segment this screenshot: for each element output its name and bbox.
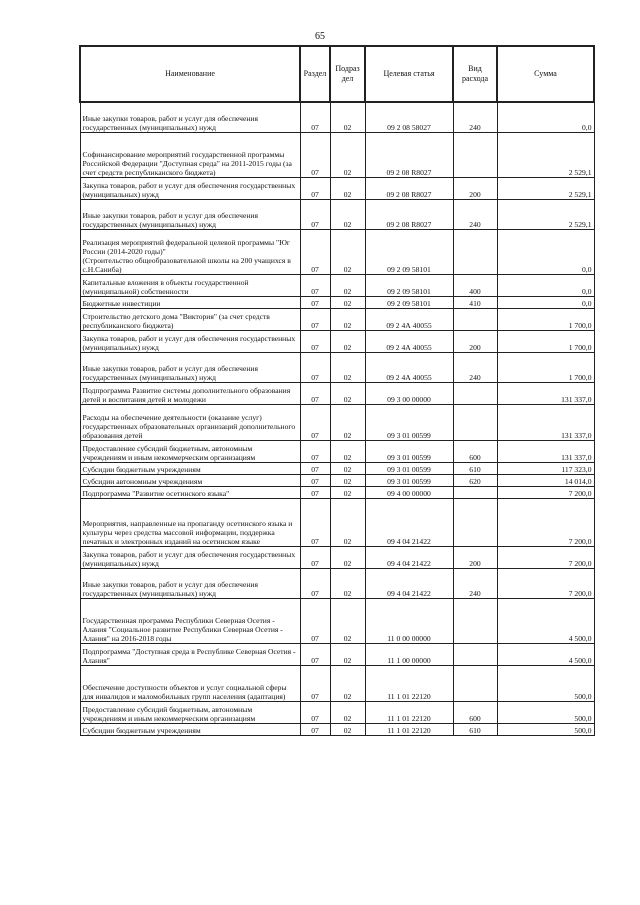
row-target-cell: 11 1 01 22120: [365, 701, 453, 723]
row-expense-type-cell: 600: [453, 701, 497, 723]
row-amount-cell: 131 337,0: [497, 382, 594, 404]
table-row: [80, 132, 594, 177]
row-expense-type-cell: [453, 132, 497, 177]
row-name-cell: Предоставление субсидий бюджетным, автономным учреждениям и иным некоммерческим организациям: [80, 440, 300, 462]
table-row: [80, 546, 594, 568]
row-subsection-cell: 02: [330, 498, 365, 546]
row-expense-type-cell: 240: [453, 102, 497, 132]
row-section-cell: 07: [300, 701, 330, 723]
row-subsection-cell: 02: [330, 308, 365, 330]
row-amount-cell: 1 700,0: [497, 330, 594, 352]
row-expense-type-cell: [453, 665, 497, 701]
row-subsection-cell: 02: [330, 440, 365, 462]
row-section-cell: 07: [300, 296, 330, 308]
row-section-cell: 07: [300, 308, 330, 330]
header-expense-type: Вид расхода: [453, 46, 497, 102]
row-amount-cell: 14 014,0: [497, 474, 594, 486]
table-row: [80, 296, 594, 308]
row-amount-cell: 131 337,0: [497, 404, 594, 440]
row-subsection-cell: 02: [330, 643, 365, 665]
row-amount-cell: 1 700,0: [497, 352, 594, 382]
row-name-cell: Обеспечение доступности объектов и услуг социальной сферы для инвалидов и маломобильных групп населения (адаптация): [80, 665, 300, 701]
row-target-cell: 09 4 00 00000: [365, 486, 453, 498]
row-section-cell: 07: [300, 462, 330, 474]
row-amount-cell: 7 200,0: [497, 486, 594, 498]
page-number: 65: [315, 31, 325, 42]
row-amount-cell: 500,0: [497, 701, 594, 723]
row-name-cell: Закупка товаров, работ и услуг для обеспечения государственных (муниципальных) нужд: [80, 177, 300, 199]
row-name-cell: Иные закупки товаров, работ и услуг для обеспечения государственных (муниципальных) нужд: [80, 102, 300, 132]
row-target-cell: 09 2 09 58101: [365, 296, 453, 308]
row-subsection-cell: 02: [330, 132, 365, 177]
row-amount-cell: 131 337,0: [497, 440, 594, 462]
row-section-cell: 07: [300, 102, 330, 132]
row-subsection-cell: 02: [330, 177, 365, 199]
row-subsection-cell: 02: [330, 352, 365, 382]
row-name-cell: Закупка товаров, работ и услуг для обеспечения государственных (муниципальных) нужд: [80, 546, 300, 568]
header-amount: Сумма: [497, 46, 594, 102]
row-name-cell: Предоставление субсидий бюджетным, автономным учреждениям и иным некоммерческим организациям: [80, 701, 300, 723]
row-section-cell: 07: [300, 498, 330, 546]
row-section-cell: 07: [300, 723, 330, 735]
row-expense-type-cell: [453, 404, 497, 440]
table-row: [80, 462, 594, 474]
row-expense-type-cell: 200: [453, 177, 497, 199]
row-subsection-cell: 02: [330, 102, 365, 132]
row-section-cell: 07: [300, 274, 330, 296]
row-subsection-cell: 02: [330, 274, 365, 296]
table-row: [80, 330, 594, 352]
row-name-cell: Капитальные вложения в объекты государственной (муниципальной) собственности: [80, 274, 300, 296]
table-row: [80, 701, 594, 723]
row-target-cell: 09 3 01 00599: [365, 474, 453, 486]
row-name-cell: Подпрограмма Развитие системы дополнительного образования детей и воспитания детей и молодежи: [80, 382, 300, 404]
row-expense-type-cell: [453, 598, 497, 643]
row-amount-cell: 7 200,0: [497, 568, 594, 598]
table-row: [80, 199, 594, 229]
row-name-cell: Государственная программа Республики Северная Осетия - Алания "Социальное развитие Республики Северная Осетия - Алания" на 2016-2018 годы: [80, 598, 300, 643]
row-name-cell: Подпрограмма "Доступная среда в Республике Северная Осетия - Алания": [80, 643, 300, 665]
row-name-cell: Расходы на обеспечение деятельности (оказание услуг) государственных образовательных организаций дополнительного образования детей: [80, 404, 300, 440]
row-expense-type-cell: 200: [453, 330, 497, 352]
row-target-cell: 09 2 08 R8027: [365, 132, 453, 177]
row-target-cell: 11 0 00 00000: [365, 598, 453, 643]
row-expense-type-cell: [453, 382, 497, 404]
row-target-cell: 09 2 08 R8027: [365, 177, 453, 199]
row-name-cell: Реализация мероприятий федеральной целевой программы "Юг России (2014-2020 годы)" (Строительство общеобразовательной школы на 200 учащихся в с.Н.Саниба): [80, 229, 300, 274]
row-subsection-cell: 02: [330, 296, 365, 308]
table-row: [80, 598, 594, 643]
row-target-cell: 09 2 09 58101: [365, 229, 453, 274]
row-target-cell: 09 2 4А 40055: [365, 308, 453, 330]
row-section-cell: 07: [300, 352, 330, 382]
row-section-cell: 07: [300, 598, 330, 643]
row-subsection-cell: 02: [330, 404, 365, 440]
row-subsection-cell: 02: [330, 665, 365, 701]
row-target-cell: 09 3 01 00599: [365, 440, 453, 462]
row-expense-type-cell: 620: [453, 474, 497, 486]
row-target-cell: 11 1 01 22120: [365, 723, 453, 735]
row-amount-cell: 500,0: [497, 665, 594, 701]
row-section-cell: 07: [300, 382, 330, 404]
row-amount-cell: 4 500,0: [497, 598, 594, 643]
row-expense-type-cell: 610: [453, 462, 497, 474]
row-subsection-cell: 02: [330, 462, 365, 474]
table-row: [80, 382, 594, 404]
row-section-cell: 07: [300, 665, 330, 701]
row-expense-type-cell: [453, 229, 497, 274]
row-section-cell: 07: [300, 486, 330, 498]
row-expense-type-cell: 240: [453, 199, 497, 229]
row-target-cell: 09 4 04 21422: [365, 498, 453, 546]
row-amount-cell: 2 529,1: [497, 177, 594, 199]
row-target-cell: 09 3 00 00000: [365, 382, 453, 404]
row-name-cell: Иные закупки товаров, работ и услуг для обеспечения государственных (муниципальных) нужд: [80, 352, 300, 382]
row-target-cell: 09 4 04 21422: [365, 546, 453, 568]
row-amount-cell: 7 200,0: [497, 546, 594, 568]
table-row: [80, 568, 594, 598]
row-subsection-cell: 02: [330, 330, 365, 352]
row-target-cell: 09 2 08 R8027: [365, 199, 453, 229]
row-amount-cell: 7 200,0: [497, 498, 594, 546]
row-subsection-cell: 02: [330, 199, 365, 229]
row-section-cell: 07: [300, 404, 330, 440]
row-subsection-cell: 02: [330, 382, 365, 404]
table-row: [80, 352, 594, 382]
header-subsection: Подраз дел: [330, 46, 365, 102]
row-name-cell: Софинансирование мероприятий государственной программы Российской Федерации "Доступная среда" на 2011-2015 годы (за счет средств республиканского бюджета): [80, 132, 300, 177]
table-row: [80, 474, 594, 486]
row-name-cell: Субсидии автономным учреждениям: [80, 474, 300, 486]
row-amount-cell: 0,0: [497, 229, 594, 274]
table-row: [80, 177, 594, 199]
row-target-cell: 09 2 08 58027: [365, 102, 453, 132]
row-section-cell: 07: [300, 199, 330, 229]
table-row: [80, 229, 594, 274]
row-section-cell: 07: [300, 229, 330, 274]
row-amount-cell: 500,0: [497, 723, 594, 735]
row-expense-type-cell: 200: [453, 546, 497, 568]
header-section: Раздел: [300, 46, 330, 102]
row-subsection-cell: 02: [330, 229, 365, 274]
row-subsection-cell: 02: [330, 701, 365, 723]
row-expense-type-cell: 610: [453, 723, 497, 735]
table-row: [80, 498, 594, 546]
row-amount-cell: 2 529,1: [497, 199, 594, 229]
table-row: [80, 404, 594, 440]
row-amount-cell: 4 500,0: [497, 643, 594, 665]
row-name-cell: Иные закупки товаров, работ и услуг для обеспечения государственных (муниципальных) нужд: [80, 568, 300, 598]
row-target-cell: 11 1 01 22120: [365, 665, 453, 701]
table-row: [80, 102, 594, 132]
table-row: [80, 274, 594, 296]
row-expense-type-cell: [453, 643, 497, 665]
row-subsection-cell: 02: [330, 486, 365, 498]
row-expense-type-cell: 600: [453, 440, 497, 462]
row-amount-cell: 2 529,1: [497, 132, 594, 177]
row-expense-type-cell: [453, 486, 497, 498]
row-target-cell: 09 3 01 00599: [365, 462, 453, 474]
row-amount-cell: 0,0: [497, 102, 594, 132]
row-section-cell: 07: [300, 546, 330, 568]
table-body: [80, 102, 594, 735]
row-amount-cell: 0,0: [497, 296, 594, 308]
row-target-cell: 09 4 04 21422: [365, 568, 453, 598]
budget-table: [79, 45, 595, 736]
row-name-cell: Субсидии бюджетным учреждениям: [80, 723, 300, 735]
header-target: Целевая статья: [365, 46, 453, 102]
row-name-cell: Иные закупки товаров, работ и услуг для обеспечения государственных (муниципальных) нужд: [80, 199, 300, 229]
row-amount-cell: 0,0: [497, 274, 594, 296]
row-expense-type-cell: 410: [453, 296, 497, 308]
table-row: [80, 643, 594, 665]
row-subsection-cell: 02: [330, 568, 365, 598]
header-name: Наименование: [80, 46, 300, 102]
row-name-cell: Бюджетные инвестиции: [80, 296, 300, 308]
row-subsection-cell: 02: [330, 598, 365, 643]
row-name-cell: Подпрограмма "Развитие осетинского языка": [80, 486, 300, 498]
row-section-cell: 07: [300, 643, 330, 665]
row-expense-type-cell: [453, 498, 497, 546]
row-expense-type-cell: 240: [453, 568, 497, 598]
row-subsection-cell: 02: [330, 723, 365, 735]
row-name-cell: Субсидии бюджетным учреждениям: [80, 462, 300, 474]
row-amount-cell: 1 700,0: [497, 308, 594, 330]
row-expense-type-cell: [453, 308, 497, 330]
row-expense-type-cell: 240: [453, 352, 497, 382]
table-row: [80, 723, 594, 735]
row-target-cell: 11 1 00 00000: [365, 643, 453, 665]
row-section-cell: 07: [300, 330, 330, 352]
row-name-cell: Строительство детского дома "Виктория" (за счет средств республиканского бюджета): [80, 308, 300, 330]
table-row: [80, 308, 594, 330]
row-name-cell: Мероприятия, направленные на пропаганду осетинского языка и культуры через средства массовой информации, поддержка печатных и электронных изданий на осетинском языке: [80, 498, 300, 546]
row-target-cell: 09 2 4А 40055: [365, 330, 453, 352]
table-row: [80, 440, 594, 462]
row-section-cell: 07: [300, 132, 330, 177]
table-header-row: [80, 46, 594, 102]
row-name-cell: Закупка товаров, работ и услуг для обеспечения государственных (муниципальных) нужд: [80, 330, 300, 352]
row-target-cell: 09 2 09 58101: [365, 274, 453, 296]
row-section-cell: 07: [300, 568, 330, 598]
row-subsection-cell: 02: [330, 474, 365, 486]
row-target-cell: 09 3 01 00599: [365, 404, 453, 440]
row-section-cell: 07: [300, 474, 330, 486]
table-row: [80, 665, 594, 701]
table-row: [80, 486, 594, 498]
row-subsection-cell: 02: [330, 546, 365, 568]
row-section-cell: 07: [300, 177, 330, 199]
row-section-cell: 07: [300, 440, 330, 462]
row-expense-type-cell: 400: [453, 274, 497, 296]
row-target-cell: 09 2 4А 40055: [365, 352, 453, 382]
row-amount-cell: 117 323,0: [497, 462, 594, 474]
